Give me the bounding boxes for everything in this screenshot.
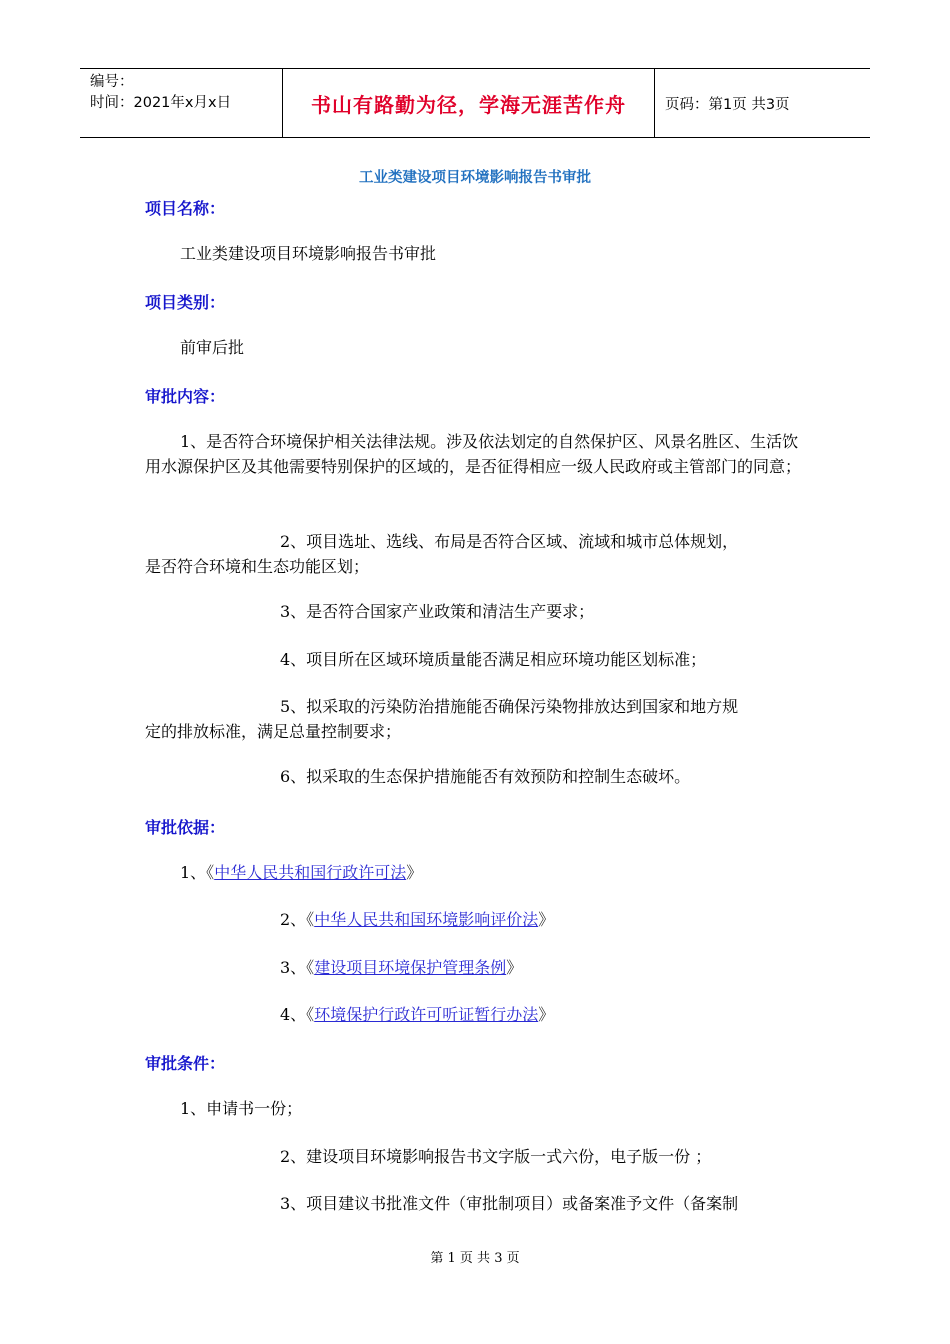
header-page-label: 页码：第1页 共3页 (665, 96, 790, 113)
content-item-5-cont: 定的排放标准，满足总量控制要求； (145, 722, 402, 741)
basis-item-end: 》 (538, 910, 555, 929)
content-item-1: 1、是否符合环境保护相关法律法规。涉及依法划定的自然保护区、风景名胜区、生活饮用水源保护区及其他需要特别保护的区域的，是否征得相应一级人民政府或主管部门的同意； (145, 432, 802, 476)
condition-item-3: 3、项目建议书批准文件（审批制项目）或备案准予文件（备案制 (280, 1194, 739, 1213)
approval-basis-heading: 审批依据： (145, 818, 226, 837)
content-item-5: 5、拟采取的污染防治措施能否确保污染物排放达到国家和地方规 (280, 697, 739, 716)
content-item-3: 3、是否符合国家产业政策和清洁生产要求； (280, 602, 595, 621)
law-link-administrative-licensing[interactable]: 中华人民共和国行政许可法 (214, 863, 407, 882)
basis-item-1 (180, 860, 845, 885)
page-footer: 第 1 页 共 3 页 (430, 1251, 520, 1266)
project-category-heading: 项目类别： (145, 293, 226, 312)
project-category-value: 前审后批 (180, 338, 245, 357)
law-link-hearing-measures[interactable]: 环境保护行政许可听证暂行办法 (314, 1005, 539, 1024)
content-item-2-cont: 是否符合环境和生态功能区划； (145, 557, 370, 576)
content-item-6: 6、拟采取的生态保护措施能否有效预防和控制生态破坏。 (280, 767, 691, 786)
approval-conditions-heading: 审批条件： (145, 1054, 226, 1073)
number-label: 编号： (90, 74, 134, 90)
basis-item-4 (280, 1002, 810, 1027)
law-link-eia[interactable]: 中华人民共和国环境影响评价法 (314, 910, 539, 929)
header-motto: 书山有路勤为径，学海无涯苦作舟 (282, 69, 655, 137)
basis-item-end: 》 (538, 1005, 555, 1024)
basis-item-end: 》 (506, 958, 523, 977)
condition-item-2: 2、建设项目环境影响报告书文字版一式六份，电子版一份 ； (280, 1147, 712, 1166)
basis-item-2 (280, 907, 810, 932)
project-name-heading: 项目名称： (145, 199, 226, 218)
basis-item-num: 3、《 (280, 958, 315, 977)
basis-item-3 (280, 955, 810, 980)
basis-item-end: 》 (406, 863, 423, 882)
approval-content-heading: 审批内容： (145, 387, 226, 406)
content-item-2: 2、项目选址、选线、布局是否符合区域、流域和城市总体规划， (280, 532, 739, 551)
condition-item-1: 1、申请书一份； (180, 1099, 303, 1118)
content-item-4: 4、项目所在区域环境质量能否满足相应环境功能区划标准； (280, 650, 707, 669)
basis-item-num: 1、《 (180, 863, 215, 882)
time-label: 时间：2021年x月x日 (90, 95, 232, 111)
law-link-construction-regulations[interactable]: 建设项目环境保护管理条例 (314, 958, 507, 977)
basis-item-num: 4、《 (280, 1005, 315, 1024)
basis-item-num: 2、《 (280, 910, 315, 929)
project-name-value: 工业类建设项目环境影响报告书审批 (180, 244, 437, 263)
header-meta (80, 69, 282, 137)
document-title: 工业类建设项目环境影响报告书审批 (359, 170, 591, 186)
page-header (80, 68, 870, 138)
